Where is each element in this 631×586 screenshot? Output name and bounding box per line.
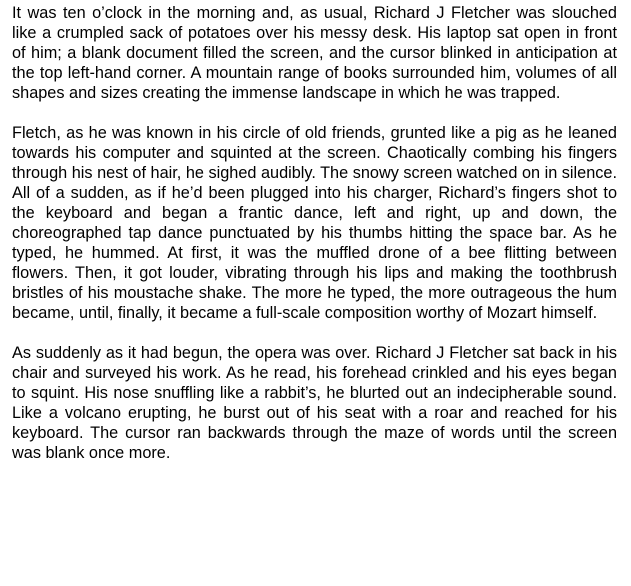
paragraph-3: As suddenly as it had begun, the opera was over. Richard J Fletcher sat back in his chair and surveyed his work. As he read, his forehead crinkled and his eyes began to squint. His nose snuffling like a rabbit’s, he blurted out an indecipherable sound. Like a volcano erupting, he burst out of his seat with a roar and reached for his keyboard. The cursor ran backwards through the maze of words until the screen was blank once more. xyxy=(12,344,617,462)
paragraph-1: It was ten o’clock in the morning and, as usual, Richard J Fletcher was slouched like a crumpled sack of potatoes over his messy desk. His laptop sat open in front of him; a blank document filled the screen, and the cursor blinked in anticipation at the top left-hand corner. A mountain range of books surrounded him, volumes of all shapes and sizes creating the immense landscape in which he was trapped. xyxy=(12,4,617,102)
paragraph-2: Fletch, as he was known in his circle of old friends, grunted like a pig as he leaned towards his computer and squinted at the screen. Chaotically combing his fingers through his nest of hair, he sighed audibly. The snowy screen watched on in silence. All of a sudden, as if he’d been plugged into his charger, Richard’s fingers shot to the keyboard and began a frantic dance, left and right, up and down, the choreographed tap dance punctuated by his thumbs hitting the space bar. As he typed, he hummed. At first, it was the muffled drone of a bee flitting between flowers. Then, it got louder, vibrating through his lips and making the toothbrush bristles of his moustache shake. The more he typed, the more outrageous the hum became, until, finally, it became a full-scale composition worthy of Mozart himself. xyxy=(12,124,617,322)
